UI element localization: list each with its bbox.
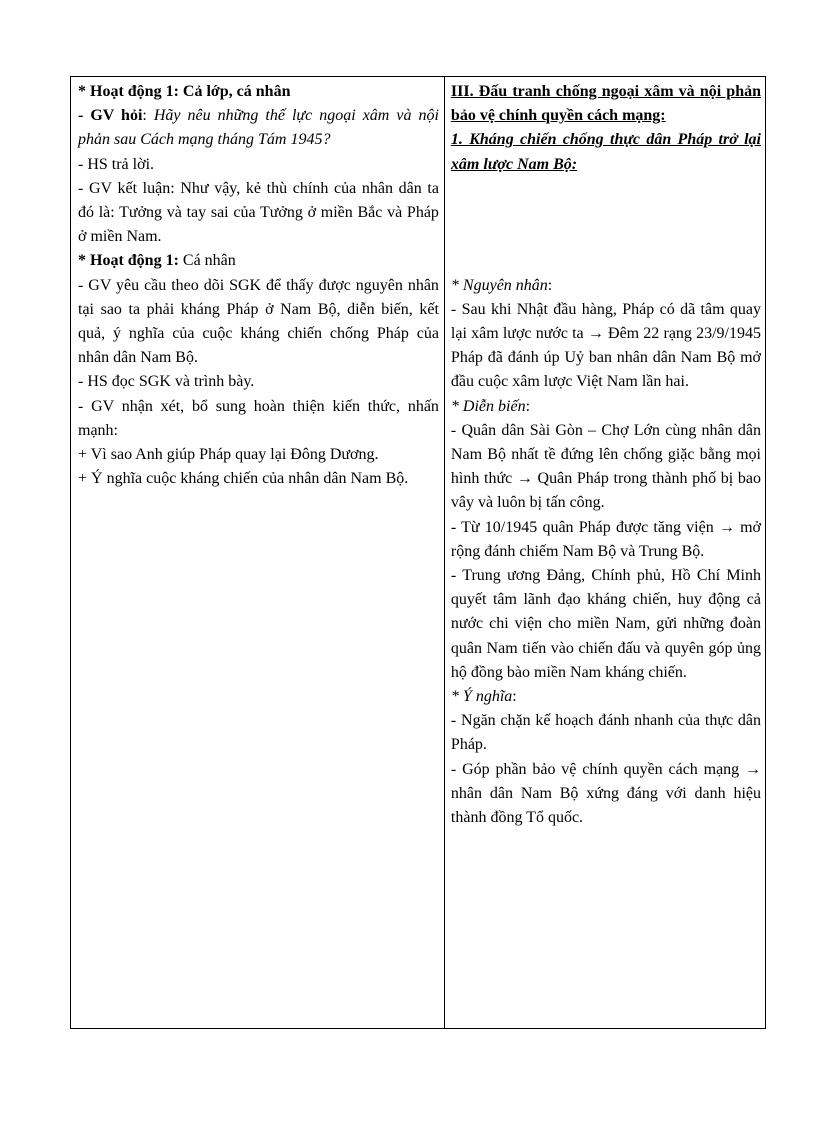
progress-item-2: - Từ 10/1945 quân Pháp được tăng viện → mở rộng đánh chiếm Nam Bộ và Trung Bộ.: [450, 518, 761, 560]
cause-label: * Nguyên nhân:: [450, 276, 553, 294]
content-column: [445, 77, 765, 1028]
meaning-item-2: - Góp phần bảo vệ chính quyền cách mạng → nhân dân Nam Bộ xứng đáng với danh hiệu thành đồng Tổ quốc.: [450, 760, 761, 827]
gv-question: - GV hỏi: Hãy nêu những thế lực ngoại xâm và nội phản sau Cách mạng tháng Tám 1945?: [78, 107, 439, 149]
teacher-student-activities-column: [71, 77, 445, 1028]
meaning-label: * Ý nghĩa:: [450, 688, 517, 706]
activity-1-heading: * Hoạt động 1: Cả lớp, cá nhân: [78, 83, 291, 100]
emphasis-point-1: + Vì sao Anh giúp Pháp quay lại Đông Dương.: [78, 446, 379, 464]
hs-read: - HS đọc SGK và trình bày.: [78, 373, 255, 391]
hs-answer: - HS trả lời.: [78, 155, 155, 173]
gv-conclusion: - GV kết luận: Như vậy, kẻ thù chính của nhân dân ta đó là: Tưởng và tay sai của Tưởng ở miền Bắc và Pháp ở miền Nam.: [78, 179, 439, 246]
progress-item-1: - Quân dân Sài Gòn – Chợ Lớn cùng nhân dân Nam Bộ nhất tề đứng lên chống giặc bằng mọi hình thức → Quân Pháp trong thành phố bị bao vây và luôn bị tấn công.: [450, 421, 761, 512]
meaning-item-1: - Ngăn chặn kế hoạch đánh nhanh của thực dân Pháp.: [450, 712, 761, 754]
progress-item-3: - Trung ương Đảng, Chính phủ, Hồ Chí Minh quyết tâm lãnh đạo kháng chiến, huy động cả nước chi viện cho miền Nam, gửi những đoàn quân Nam tiến vào chiến đấu và quyên góp ủng hộ đồng bào miền Nam kháng chiến.: [450, 567, 761, 681]
gv-comment: - GV nhận xét, bổ sung hoàn thiện kiến thức, nhấn mạnh:: [78, 397, 439, 439]
spacer: [451, 177, 761, 274]
gv-request: - GV yêu cầu theo dõi SGK để thấy được nguyên nhân tại sao ta phải kháng Pháp ở Nam Bộ, diễn biến, kết quả, ý nghĩa của cuộc kháng chiến chống Pháp của nhân dân Nam Bộ.: [78, 276, 439, 367]
lesson-table: [70, 76, 766, 1029]
emphasis-point-2: + Ý nghĩa cuộc kháng chiến của nhân dân Nam Bộ.: [78, 470, 409, 488]
activity-2-heading: * Hoạt động 1: Cá nhân: [78, 252, 236, 270]
cause-text: - Sau khi Nhật đầu hàng, Pháp có dã tâm quay lại xâm lược nước ta → Đêm 22 rạng 23/9/1945 Pháp đã đánh úp Uỷ ban nhân dân Nam Bộ mở đầu cuộc xâm lược Việt Nam lần hai.: [450, 300, 761, 391]
section-heading: III. Đấu tranh chống ngoại xâm và nội phản bảo vệ chính quyền cách mạng:: [450, 83, 761, 125]
sub-heading: 1. Kháng chiến chống thực dân Pháp trở lại xâm lược Nam Bộ:: [450, 131, 761, 173]
progress-label: * Diễn biến:: [450, 397, 531, 415]
